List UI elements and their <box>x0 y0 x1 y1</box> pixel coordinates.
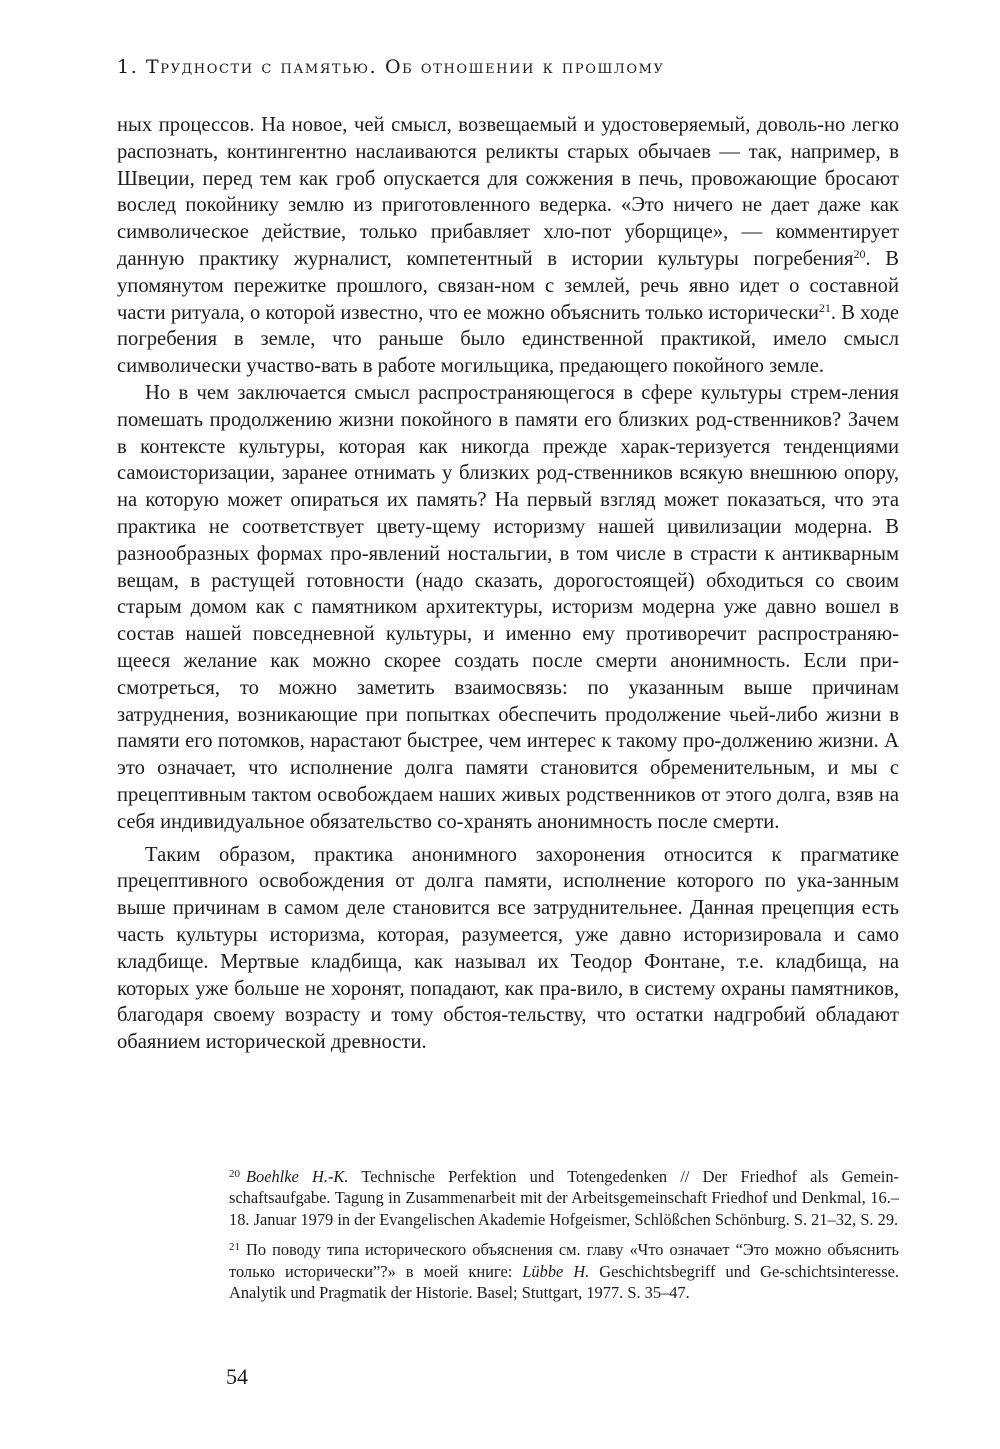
footnote-20 <box>229 1164 899 1230</box>
main-text <box>117 112 899 1056</box>
footnote-20-author: Boehlke H.-K. <box>246 1167 349 1186</box>
footnote-21-author: Lübbe H. <box>522 1261 590 1281</box>
paragraph-1-part-c: . В ходе погребения в земле, что раньше было единственной практикой, имело смысл символически участво-вать в работе могильщика, предающего покойного земле. <box>117 301 900 378</box>
running-head: 1. Трудности с памятью. Об отношении к прошлому <box>117 56 665 78</box>
paragraph-2: Но в чем заключается смысл распространяющегося в сфере культуры стрем-ления помешать продолжению жизни покойного в памяти его близких род-ственников? Зачем в контексте культуры, которая как никогда прежде харак-теризуется тенденциями самоисторизации, заранее отнимать у близких род-ственников всякую внешнюю опору, на которую может опираться их память? На первый взгляд может показаться, что эта практика не соответствует цвету-щему историзму нашей цивилизации модерна. В разнообразных формах про-явлений ностальгии, в том числе в страсти к антикварным вещам, в растущей готовности (надо сказать, дорогостоящей) обходиться со своим старым домом как с памятником архитектуры, историзм модерна уже давно вошел в состав нашей повседневной культуры, и именно ему противоречит распространяю-щееся желание как можно скорее создать после смерти анонимность. Если при-смотреться, то можно заметить взаимосвязь: по указанным выше причинам затруднения, возникающие при попытках обеспечить продолжение чьей-либо жизни в памяти его потомков, нарастают быстрее, чем интерес к такому про-должению жизни. А это означает, что исполнение долга памяти становится обременительным, и мы с прецептивным тактом освобождаем наших живых родственников от этого долга, взяв на себя индивидуальное обязательство со-хранять анонимность после смерти. <box>117 381 899 833</box>
page-number: 54 <box>226 1364 248 1389</box>
footnote-21 <box>229 1237 899 1303</box>
paragraph-1 <box>117 112 899 380</box>
paragraph-1-part-a: ных процессов. На новое, чей смысл, возвещаемый и удостоверяемый, доволь-но легко распознать, контингентно наслаиваются реликты старых обычаев — так, например, в Швеции, перед тем как гроб опускается для сожжения в печь, провожающие бросают вослед покойнику землю из приготовленного ведерка. «Это ничего не дает даже как символическое действие, только прибавляет хло-пот уборщице», — комментирует данную практику журналист, компетентный в истории культуры погребения <box>117 114 899 270</box>
footnote-20-number: 20 <box>229 1168 240 1180</box>
footnote-ref-21[interactable]: 21 <box>818 300 831 315</box>
footnotes <box>229 1164 899 1310</box>
footnote-21-text-before: По поводу типа исторического объяснения см. главу «Что означает “Это можно объяснить только исторически”?» в моей книге: <box>229 1240 899 1281</box>
footnote-21-text-after: Geschichtsbegriff und Ge-schichtsinteresse. Analytik und Pragmatik der Historie. Basel; Stuttgart, 1977. S. 35–47. <box>229 1261 899 1303</box>
footnote-ref-20[interactable]: 20 <box>853 246 866 261</box>
paragraph-3: Таким образом, практика анонимного захоронения относится к прагматике прецептивного освобождения от долга памяти, исполнение которого по ука-занным выше причинам в самом деле становится все затруднительнее. Данная прецепция есть часть культуры историзма, которая, разумеется, уже давно историзировала и само кладбище. Мертвые кладбища, как называл их Теодор Фонтане, т.е. кладбища, на которых уже больше не хоронят, попадают, как пра-вило, в систему охраны памятников, благодаря своему возрасту и тому обстоя-тельству, что остатки надгробий обладают обаянием исторической древности. <box>117 843 899 1054</box>
footnote-21-number: 21 <box>229 1241 240 1254</box>
footnote-20-text: Technische Perfektion und Totengedenken // Der Friedhof als Gemein-schaftsaufgabe. Tagung in Zusammenarbeit mit der Arbeitsgemeinschaft Friedhof und Denkmal, 16.–18. Januar 1979 in der Evangelischen Akademie Hofgeismer, Schlößchen Schönburg. S. 21–32, S. 29. <box>229 1167 899 1229</box>
paragraph-1-part-b: . В упомянутом пережитке прошлого, связан-ном с землей, речь явно идет о составной части ритуала, о которой известно, что ее можно объяснить только исторически <box>117 247 899 324</box>
